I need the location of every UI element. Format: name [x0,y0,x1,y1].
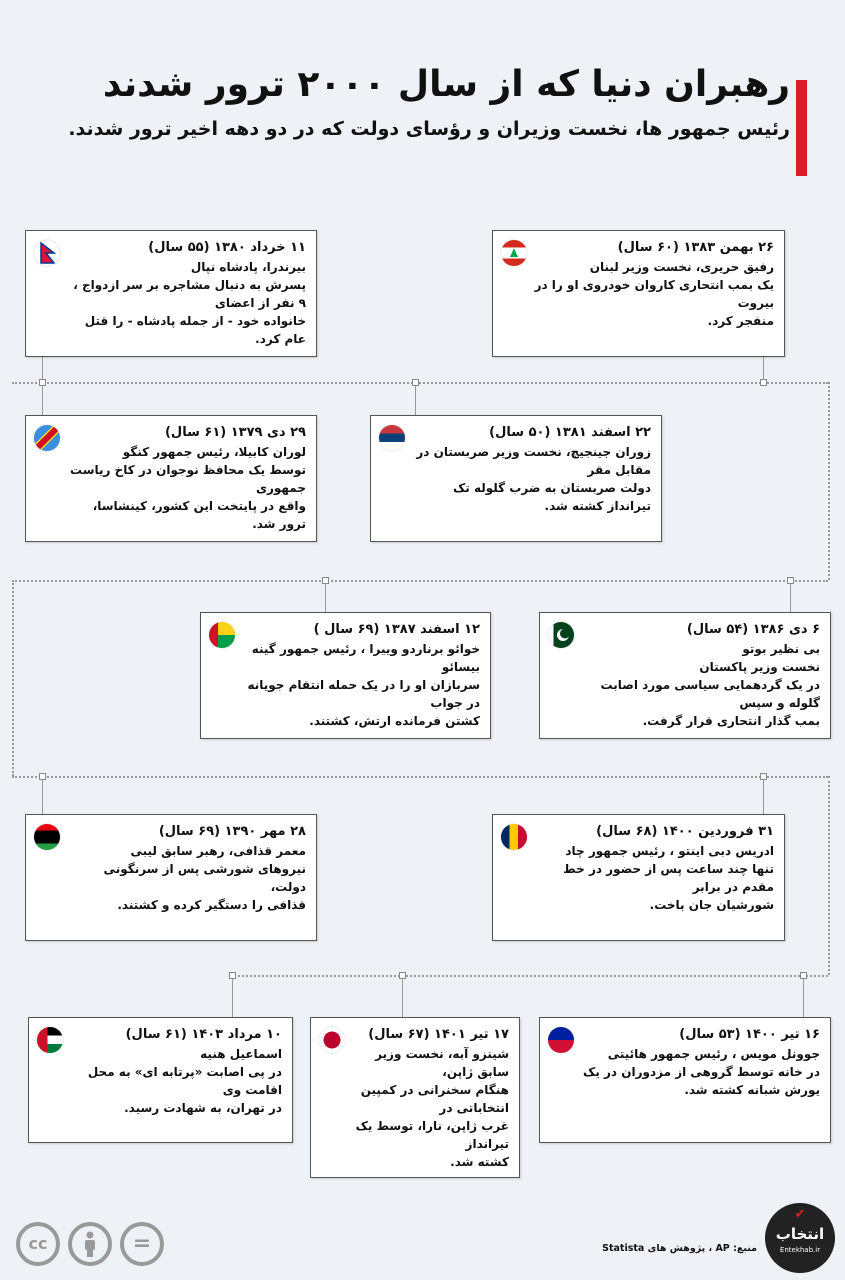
cc-icon [16,1222,60,1266]
timeline-node [39,379,46,386]
timeline-node [787,577,794,584]
event-text-line: جوونل مویس ، رئیس جمهور هائیتی [607,1047,820,1061]
event-text-line: رفیق حریری، نخست وزیر لبنان [589,260,774,274]
timeline-node [229,972,236,979]
event-text-line: سربازان او را در یک حمله انتقام جویانه در جواب [247,678,480,710]
timeline-path [12,382,828,384]
event-date: ۱۷ تیر ۱۴۰۱ (۶۷ سال) [368,1027,509,1042]
event-text-line: قذافی را دستگیر کرده و کشتند. [117,898,306,912]
event-card [310,1017,520,1178]
event-text-line: خانواده خود - از جمله پادشاه - را قتل عام کرد. [84,314,306,346]
event-text-line: در تهران، به شهادت رسید. [124,1101,282,1115]
title-accent-bar [796,80,807,176]
logo-text: انتخاب [775,1225,825,1243]
timeline-node [412,379,419,386]
timeline-node [800,972,807,979]
event-date: ۱۶ تیر ۱۴۰۰ (۵۳ سال) [679,1027,820,1042]
checkmark-icon: ✔ [794,1207,806,1222]
event-text-line: زوران جینجیچ، نخست وزیر صربستان در مقابل مقر [416,445,651,477]
event-text-line: یورش شبانه کشته شد. [684,1083,820,1097]
japan-flag-icon [319,1027,345,1053]
logo-domain: Entekhab.ir [779,1246,821,1254]
attribution-icon [68,1222,112,1266]
source-note: منبع: AP ، پژوهش های Statista [602,1243,757,1254]
timeline-path [12,580,828,582]
event-text-line: دولت صربستان به ضرب گلوله تک تیرانداز کشته شد. [452,481,651,513]
timeline-node [760,379,767,386]
event-card [539,612,831,739]
event-card [492,230,785,357]
nepal-flag-icon [34,240,60,266]
connector-stem [803,977,804,1017]
timeline-node [39,773,46,780]
event-text-line: منفجر کرد. [707,314,774,328]
connector-stem [415,384,416,415]
event-text-line: بمب گذار انتحاری قرار گرفت. [642,714,820,728]
timeline-path [12,580,14,776]
guinea-bissau-flag-icon [209,622,235,648]
event-text-line: کشته شد. [450,1155,509,1169]
event-card [200,612,491,739]
page-subtitle: رئیس جمهور ها، نخست وزیران و رؤسای دولت که در دو دهه اخیر ترور شدند. [68,118,790,140]
chad-flag-icon [501,824,527,850]
event-date: ۳۱ فروردین ۱۴۰۰ (۶۸ سال) [596,824,774,839]
event-text-line: تنها چند ساعت پس از حضور در خط مقدم در برابر [563,862,774,894]
page-header [20,62,790,143]
lebanon-flag-icon [501,240,527,266]
event-text-line: بی نظیر بوتو [742,642,820,656]
congo-flag-icon [34,425,60,451]
libya-flag-icon [34,824,60,850]
event-date: ۲۶ بهمن ۱۳۸۳ (۶۰ سال) [617,240,774,255]
event-text-line: نخست وزیر پاکستان [699,660,820,674]
event-text-line: در یک گردهمایی سیاسی مورد اصابت گلوله و سپس [600,678,820,710]
event-card [28,1017,293,1143]
event-text-line: شینزو آبه، نخست وزیر سابق ژاپن، [375,1047,509,1079]
timeline-node [399,972,406,979]
event-text-line: توسط یک محافظ نوجوان در کاخ ریاست جمهوری [69,463,306,495]
event-text-line: نیروهای شورشی پس از سرنگونی دولت، [103,862,306,894]
connector-stem [402,977,403,1017]
event-text-line: اسماعیل هنیه [200,1047,282,1061]
event-card [25,230,317,357]
event-text-line: کشتن فرمانده ارتش، کشتند. [309,714,480,728]
event-text-line: پسرش به دنبال مشاجره بر سر ازدواج ، ۹ نفر از اعضای [73,278,306,310]
connector-stem [790,582,791,612]
event-date: ۶ دی ۱۳۸۶ (۵۴ سال) [686,622,820,637]
haiti-flag-icon [548,1027,574,1053]
event-text-line: واقع در پایتخت این کشور، کینشاسا، ترور شد. [92,499,306,531]
event-text-line: غرب ژاپن، نارا، توسط یک تیرانداز [355,1119,509,1151]
connector-stem [763,778,764,814]
event-text-line: هنگام سخنرانی در کمپین انتخاباتی در [360,1083,509,1115]
serbia-flag-icon [379,425,405,451]
event-date: ۱۲ اسفند ۱۳۸۷ (۶۹ سال ) [313,622,480,637]
connector-stem [232,977,233,1017]
connector-stem [42,384,43,415]
event-date: ۱۰ مرداد ۱۴۰۳ (۶۱ سال) [125,1027,282,1042]
event-text-line: یک بمب انتحاری کاروان خودروی او را در بیروت [534,278,774,310]
event-date: ۲۸ مهر ۱۳۹۰ (۶۹ سال) [158,824,306,839]
connector-stem [42,778,43,814]
event-text-line: ادریس دبی اینتو ، رئیس جمهور چاد [565,844,774,858]
event-card [492,814,785,941]
event-card [25,814,317,941]
timeline-node [322,577,329,584]
pakistan-flag-icon [548,622,574,648]
palestine-flag-icon [37,1027,63,1053]
timeline-path [828,382,830,580]
event-text-line: شورشیان جان باخت. [649,898,774,912]
event-text-line: لوران کابیلا، رئیس جمهور کنگو [122,445,306,459]
event-card [539,1017,831,1143]
cc-label: cc [28,1234,48,1253]
page-title: رهبران دنیا که از سال ۲۰۰۰ ترور شدند [102,64,790,105]
event-text-line: در پی اصابت «پرتابه ای» به محل اقامت وی [87,1065,282,1097]
event-text-line: خوائو برناردو ویيرا ، رئیس جمهور گینه بیسائو [251,642,480,674]
nd-label: = [132,1231,152,1256]
event-text-line: بیرندرا، پادشاه نپال [190,260,306,274]
event-date: ۲۲ اسفند ۱۳۸۱ (۵۰ سال) [489,425,651,440]
connector-stem [325,582,326,612]
event-card [370,415,662,542]
timeline-node [760,773,767,780]
event-card [25,415,317,542]
timeline-path [230,975,828,977]
event-text-line: در خانه توسط گروهی از مزدوران در یک [583,1065,820,1079]
event-date: ۱۱ خرداد ۱۳۸۰ (۵۵ سال) [148,240,306,255]
event-date: ۲۹ دی ۱۳۷۹ (۶۱ سال) [164,425,306,440]
timeline-path [828,776,830,975]
entekhab-logo [765,1203,835,1273]
event-text-line: معمر قذافی، رهبر سابق لیبی [130,844,306,858]
no-derivatives-icon [120,1222,164,1266]
timeline-path [12,776,828,778]
